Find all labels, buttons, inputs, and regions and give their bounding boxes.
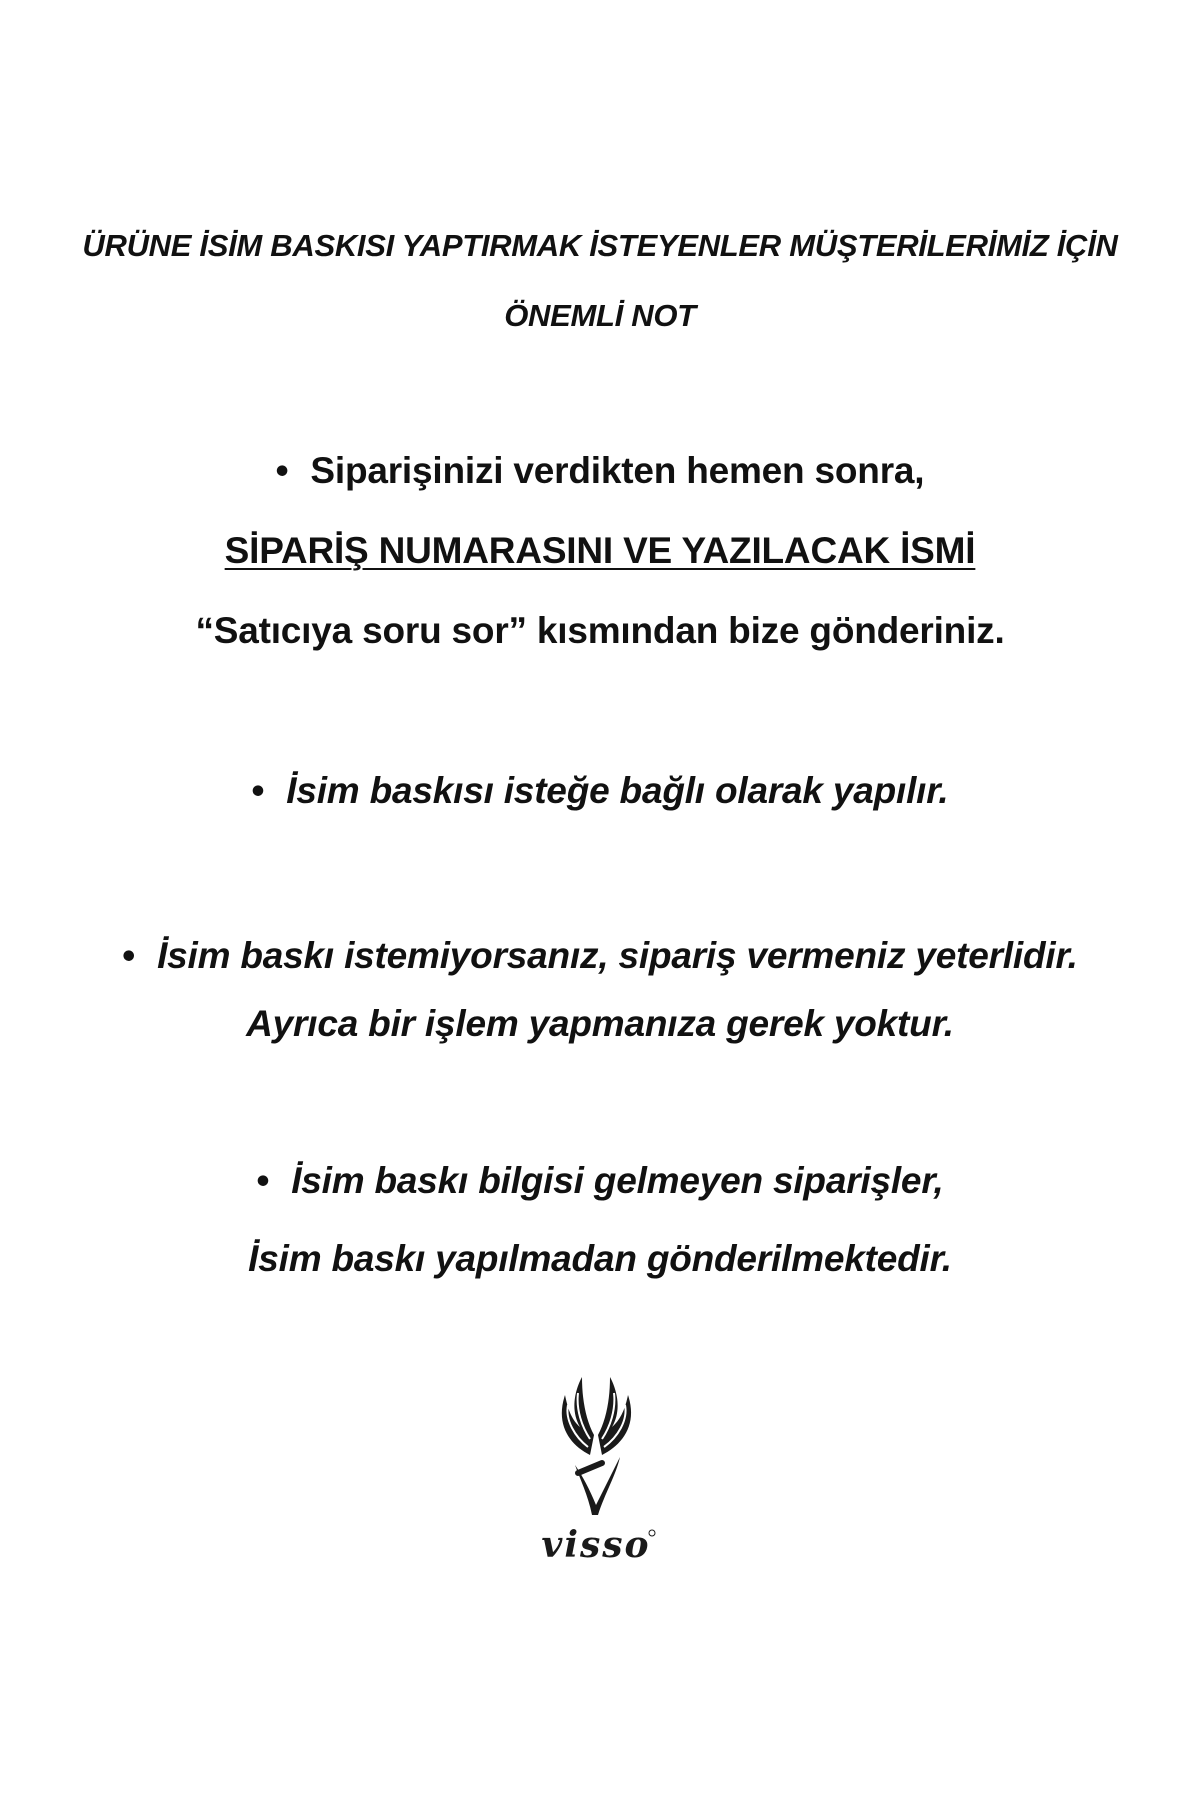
page-title: ÜRÜNE İSİM BASKISI YAPTIRMAK İSTEYENLER MÜŞTERİLERİMİZ İÇİN xyxy=(82,228,1118,263)
bullet-3-text-1: İsim baskı istemiyorsanız, sipariş vermeniz yeterlidir. xyxy=(157,935,1078,976)
visso-logo-graphic xyxy=(520,1365,670,1565)
page-subtitle: ÖNEMLİ NOT xyxy=(504,298,696,333)
bullet-icon: • xyxy=(256,1160,270,1201)
bullet-4-line-1 xyxy=(0,1160,1200,1202)
bullet-1-line-3: “Satıcıya soru sor” kısmından bize gönderiniz. xyxy=(195,610,1005,651)
bullet-3-line-1 xyxy=(0,935,1200,977)
bullet-icon: • xyxy=(251,770,265,811)
visso-logo-icon xyxy=(520,1365,670,1565)
bullet-1-line-2 xyxy=(0,530,1200,572)
bullet-1-text-1: Siparişinizi verdikten hemen sonra, xyxy=(310,450,925,491)
bullet-2-text-1: İsim baskısı isteğe bağlı olarak yapılır. xyxy=(286,770,949,811)
bullet-1-line-1 xyxy=(0,450,1200,492)
bullet-3-line-2: Ayrıca bir işlem yapmanıza gerek yoktur. xyxy=(246,1003,954,1044)
bullet-icon: • xyxy=(122,935,136,976)
bullet-1-emphasis: SİPARİŞ NUMARASINI VE YAZILACAK İSMİ xyxy=(224,530,976,571)
bullet-4-text-1: İsim baskı bilgisi gelmeyen siparişler, xyxy=(291,1160,944,1201)
logo-wordmark: visso xyxy=(541,1524,651,1565)
bullet-2-line-1 xyxy=(0,770,1200,812)
bullet-4-line-2: İsim baskı yapılmadan gönderilmektedir. xyxy=(248,1238,952,1279)
bullet-icon: • xyxy=(275,450,289,491)
